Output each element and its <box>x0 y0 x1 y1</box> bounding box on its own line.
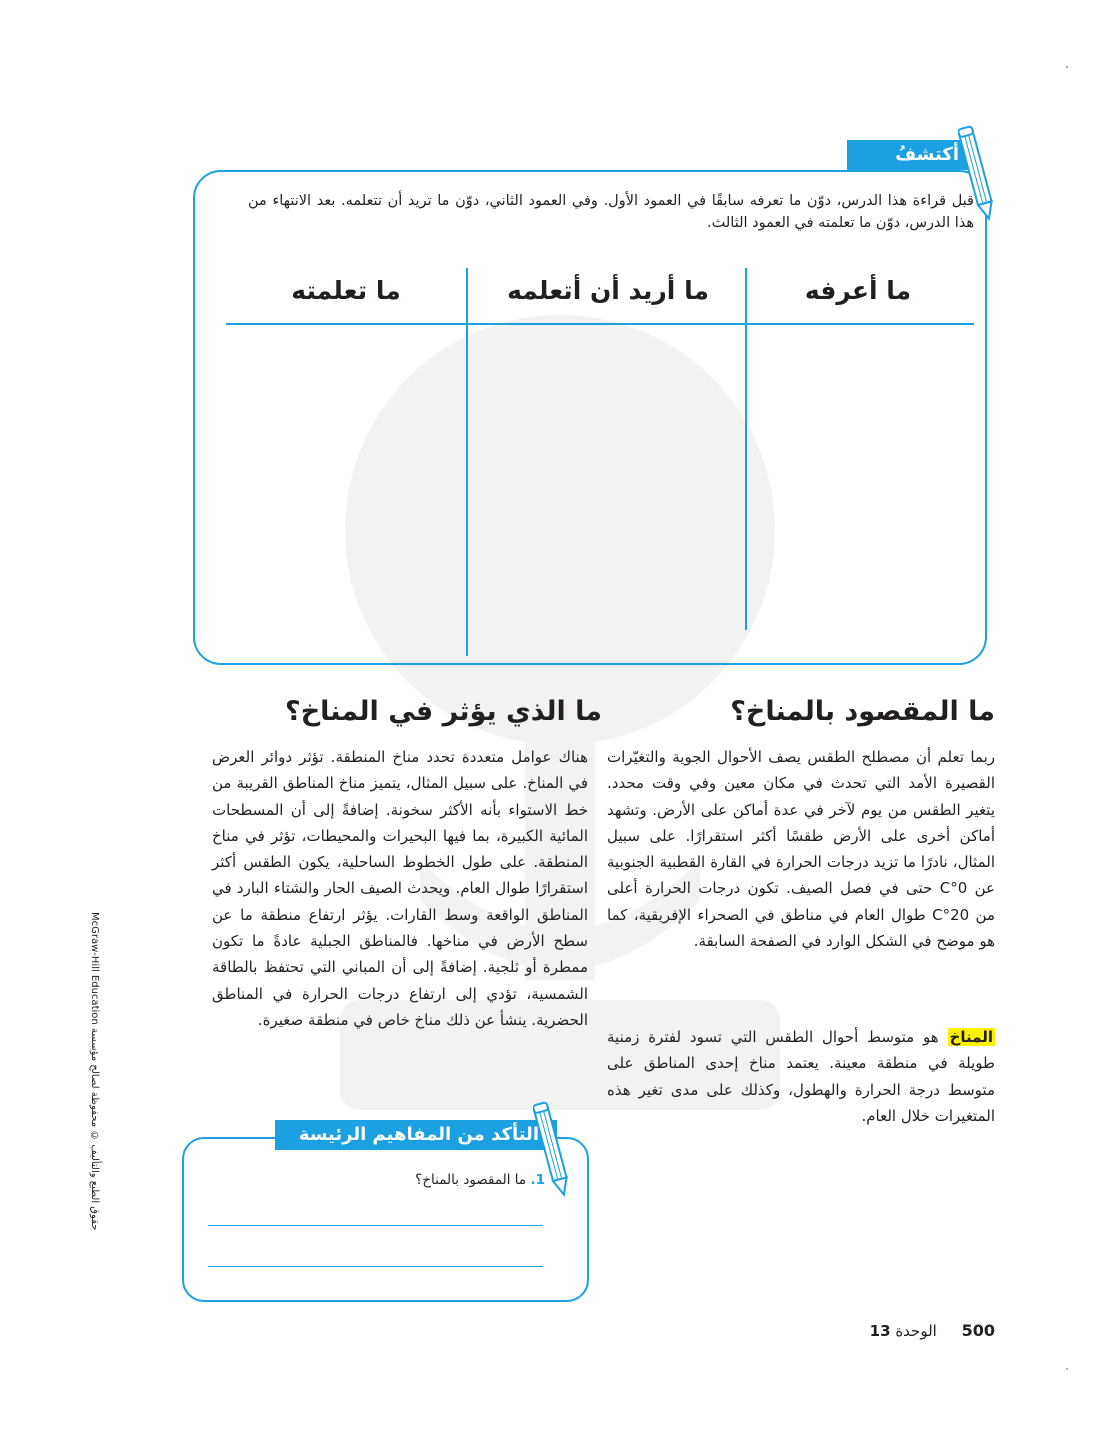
kwl-column-divider <box>745 268 747 630</box>
page-footer <box>870 1321 995 1340</box>
kwl-chart-box <box>193 170 987 665</box>
answer-line[interactable] <box>208 1225 543 1226</box>
definition-text: هو متوسط أحوال الطقس التي تسود لفترة زمنية طويلة في منطقة معينة. يعتمد مناخ إحدى المناطق على متوسط درجة الحرارة والهطول، وكذلك على مدى تغير هذه المتغيرات خلال العام. <box>607 1028 995 1125</box>
copyright-notice: حقوق الطبع والتأليف © محفوظة لصالح مؤسسة McGraw-Hill Education <box>89 911 100 1230</box>
question-1 <box>415 1172 545 1188</box>
column-header-want: ما أريد أن أتعلمه <box>507 276 709 305</box>
answer-line[interactable] <box>208 1266 543 1267</box>
page-number: 500 <box>961 1321 995 1340</box>
climate-definition <box>607 1024 995 1129</box>
column-header-learned: ما تعلمته <box>291 276 401 305</box>
explore-tab: أكتشفُ <box>847 140 971 170</box>
kwl-column-divider <box>466 268 468 656</box>
section-title-what-is-climate: ما المقصود بالمناخ؟ <box>730 696 995 727</box>
kwl-header-rule <box>226 323 974 325</box>
section-title-climate-factors: ما الذي يؤثر في المناخ؟ <box>285 696 602 727</box>
highlighted-term: المناخ <box>949 1028 993 1046</box>
crop-mark <box>1066 66 1068 68</box>
question-number: 1. <box>530 1172 545 1188</box>
explore-instructions: قبل قراءة هذا الدرس، دوّن ما تعرفه سابقًا في العمود الأول. وفي العمود الثاني، دوّن ما تريد أن تتعلمه. بعد الانتهاء من هذا الدرس، دوّن ما تعلمته في العمود الثالث. <box>248 193 974 231</box>
unit-number: 13 <box>869 1322 891 1340</box>
crop-mark <box>1066 1368 1068 1370</box>
section-paragraph: ربما تعلم أن مصطلح الطقس يصف الأحوال الجوية والتغيّرات القصيرة الأمد التي تحدث في مكان معين وفي وقت محدد. يتغير الطقس من يوم لآخر في عدة أماكن على الأرض. وتشهد أماكن أخرى على الأرض طقسًا أكثر استقرارًا. على سبيل المثال، نادرًا ما تزيد درجات الحرارة في القارة القطبية الجنوبية عن 0°C حتى في فصل الصيف. تكون درجات الحرارة أعلى من 20°C طوال العام في مناطق في الصحراء الإفريقية، كما هو موضح في الشكل الوارد في الصفحة السابقة. <box>607 748 996 951</box>
section-paragraph: هناك عوامل متعددة تحدد مناخ المنطقة. تؤثر دوائر العرض في المناخ. على سبيل المثال، يتميز مناخ المناطق القريبة من خط الاستواء بأنه الأكثر سخونة. إضافةً إلى أن المسطحات المائية الكبيرة، بما فيها البحيرات والمحيطات، تؤثر في مناخ المنطقة. على طول الخطوط الساحلية، يكون الطقس أكثر استقرارًا طوال العام. ويحدث الصيف الحار والشتاء البارد في المناطق الواقعة وسط القارات. يؤثر ارتفاع منطقة ما عن سطح الأرض في مناخها. فالمناطق الجبلية عادةً ما تكون ممطرة أو ثلجية. إضافةً إلى أن المباني التي تحتفظ بالطاقة الشمسية، تؤدي إلى ارتفاع درجات الحرارة في المناطق الحضرية. ينشأ عن ذلك مناخ خاص في منطقة صغيرة. <box>212 748 588 1029</box>
key-concepts-box <box>182 1137 589 1302</box>
column-header-know: ما أعرفه <box>804 276 912 305</box>
question-text: ما المقصود بالمناخ؟ <box>415 1172 527 1188</box>
key-concepts-tab: التأكد من المفاهيم الرئيسة <box>275 1120 557 1150</box>
unit-label: الوحدة <box>895 1322 937 1340</box>
